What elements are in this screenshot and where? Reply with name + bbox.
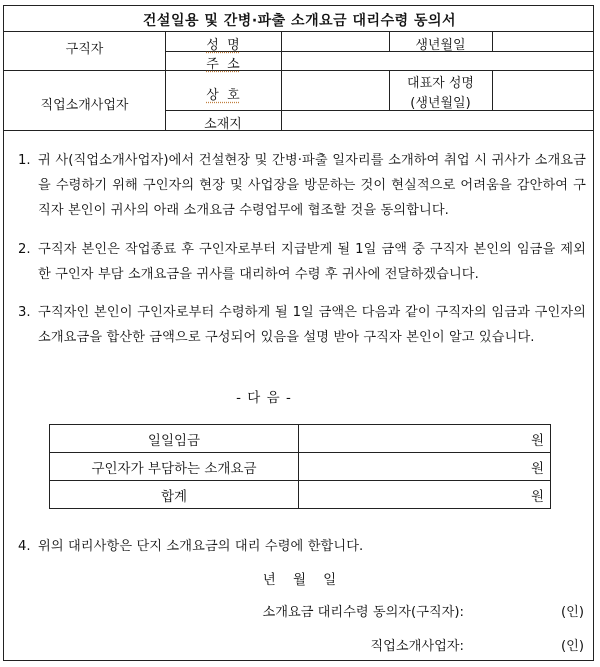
clause-3: 3. 구직자인 본인이 구인자로부터 수령하게 될 1일 금액은 다음과 같이 구직자의 임금과 구인자의 소개요금을 합산한 금액으로 구성되어 있음을 설명 받아 구직자 본인이 알고 있습니다. bbox=[18, 300, 584, 375]
fee-table bbox=[49, 424, 551, 509]
agency-signature-label: 직업소개사업자: bbox=[370, 639, 464, 654]
table-row bbox=[50, 425, 551, 453]
clause-1-text: 귀 사(직업소개사업자)에서 건설현장 및 간병·파출 일자리를 소개하여 취업 시 귀사가 소개요금을 수령하기 위해 구인자의 현장 및 사업장을 방문하는 것이 현실적으로 어려움을 감안하여 구직자 본인이 귀사의 아래 소개요금 수령업무에 협조할 것을 동의합니다. bbox=[38, 153, 586, 218]
daily-wage-label: 일일임금 bbox=[50, 425, 299, 453]
consenter-seal: (인) bbox=[560, 605, 584, 620]
subheading: - 다 음 - bbox=[236, 390, 292, 406]
employer-fee-label: 구인자가 부담하는 소개요금 bbox=[50, 453, 299, 481]
employer-fee-value: 원 bbox=[299, 453, 551, 481]
job-seeker-label: 구직자 bbox=[65, 42, 104, 57]
col-divider bbox=[492, 31, 493, 51]
consent-form bbox=[3, 5, 594, 661]
row-divider bbox=[165, 110, 593, 111]
form-title: 건설일용 및 간병·파출 소개요금 대리수령 동의서 bbox=[142, 13, 457, 29]
total-value: 원 bbox=[299, 481, 551, 509]
clause-1: 1. 귀 사(직업소개사업자)에서 건설현장 및 간병·파출 일자리를 소개하여 취업 시 귀사가 소개요금을 수령하기 위해 구인자의 현장 및 사업장을 방문하는 것이 현실적으로 어려움을 감안하여 구직자 본인이 귀사의 아래 소개요금 수령업무에 협조할 것을 동의합니다. bbox=[18, 148, 584, 223]
birth-label: 생년월일 bbox=[415, 38, 466, 53]
name-label: 성 명 bbox=[206, 38, 240, 53]
clause-3-text: 구직자인 본인이 구인자로부터 수령하게 될 1일 금액은 다음과 같이 구직자의 임금과 구인자의 소개요금을 합산한 금액으로 구성되어 있음을 설명 받아 구직자 본인이 알고 있습니다. bbox=[38, 305, 586, 345]
clause-2: 2. 구직자 본인은 작업종료 후 구인자로부터 지급받게 될 1일 금액 중 구직자 본인의 임금을 제외한 구인자 부담 소개요금을 귀사를 대리하여 수령 후 귀사에 전달하겠습니다. bbox=[18, 237, 584, 287]
title-divider bbox=[4, 31, 593, 32]
consenter-signature-label: 소개요금 대리수령 동의자(구직자): bbox=[262, 605, 464, 620]
date-line: 년 월 일 bbox=[262, 572, 337, 588]
rep-birth-label: (생년월일) bbox=[410, 96, 471, 111]
rep-label: 대표자 성명 bbox=[407, 76, 474, 91]
address-label: 주 소 bbox=[206, 57, 240, 72]
company-label: 상 호 bbox=[206, 88, 240, 103]
table-row bbox=[50, 481, 551, 509]
col-divider bbox=[492, 70, 493, 110]
table-row bbox=[50, 453, 551, 481]
row-divider bbox=[4, 70, 593, 71]
total-label: 합계 bbox=[50, 481, 299, 509]
location-label: 소재지 bbox=[204, 117, 242, 132]
clause-4: 4. 위의 대리사항은 단지 소개요금의 대리 수령에 한합니다. bbox=[18, 534, 584, 559]
agency-label: 직업소개사업자 bbox=[40, 98, 129, 113]
daily-wage-value: 원 bbox=[299, 425, 551, 453]
row-divider bbox=[4, 130, 593, 131]
col-divider bbox=[281, 31, 282, 130]
clause-4-text: 위의 대리사항은 단지 소개요금의 대리 수령에 한합니다. bbox=[38, 539, 364, 554]
agency-seal: (인) bbox=[560, 639, 584, 654]
clause-2-text: 구직자 본인은 작업종료 후 구인자로부터 지급받게 될 1일 금액 중 구직자 본인의 임금을 제외한 구인자 부담 소개요금을 귀사를 대리하여 수령 후 귀사에 전달하겠습니다. bbox=[38, 242, 586, 282]
